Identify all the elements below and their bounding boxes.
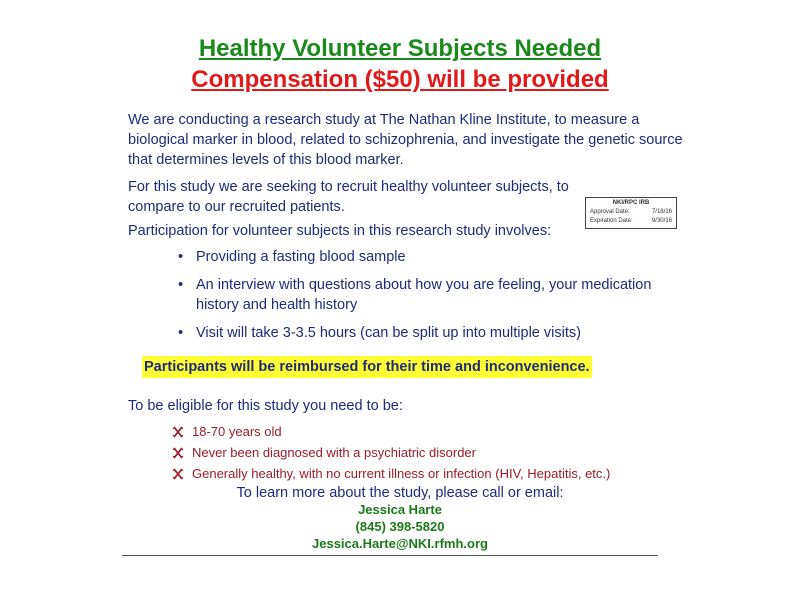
list-item-text: Providing a fasting blood sample (196, 249, 406, 265)
criteria-text: Never been diagnosed with a psychiatric disorder (192, 445, 476, 460)
bullet-dot-icon: • (178, 277, 184, 293)
crossed-x-icon (172, 468, 184, 480)
irb-expiration-label: Expiration Date: (590, 218, 633, 224)
criteria-item (172, 464, 610, 484)
list-item-text: Visit will take 3-3.5 hours (can be split up into multiple visits) (196, 325, 581, 341)
crossed-x-icon (172, 447, 184, 459)
contact-phone[interactable]: (845) 398-5820 (355, 519, 445, 534)
irb-expiration-date: 9/30/16 (651, 218, 672, 224)
list-item (176, 275, 656, 315)
crossed-x-icon (172, 426, 184, 438)
irb-approval-date: 7/18/16 (651, 209, 672, 215)
list-item (176, 247, 656, 267)
headline: Healthy Volunteer Subjects Needed (198, 35, 602, 62)
intro-paragraph: We are conducting a research study at The Nathan Kline Institute, to measure a biological marker in blood, related to schizophrenia, and investigate the genetic source that determines levels of this blood marker. (128, 112, 683, 168)
participation-intro: Participation for volunteer subjects in this research study involves: (128, 223, 552, 239)
participation-list (176, 247, 656, 351)
criteria-text: Generally healthy, with no current illness or infection (HIV, Hepatitis, etc.) (192, 466, 611, 481)
compensation-headline: Compensation ($50) will be provided (191, 66, 609, 93)
bullet-dot-icon: • (178, 325, 184, 341)
contact-name: Jessica Harte (358, 502, 442, 517)
criteria-item (172, 422, 610, 442)
criteria-text: 18-70 years old (192, 424, 282, 439)
eligibility-intro: To be eligible for this study you need to be: (128, 398, 403, 414)
contact-email[interactable]: Jessica.Harte@NKI.rfmh.org (312, 536, 488, 551)
bottom-divider (122, 555, 658, 556)
recruit-paragraph: For this study we are seeking to recruit healthy volunteer subjects, to compare to our recruited patients. (128, 179, 569, 215)
list-item-text: An interview with questions about how you are feeling, your medication history and health history (196, 277, 652, 313)
criteria-item (172, 443, 610, 463)
irb-stamp-title: NKI/RPC IRB (612, 200, 650, 206)
contact-intro: To learn more about the study, please call or email: (236, 485, 564, 501)
bullet-dot-icon: • (178, 249, 184, 265)
eligibility-criteria-list (172, 422, 610, 485)
list-item (176, 323, 656, 343)
irb-approval-label: Approval Date: (590, 209, 630, 215)
reimbursement-note: Participants will be reimbursed for their time and inconvenience. (142, 356, 592, 378)
